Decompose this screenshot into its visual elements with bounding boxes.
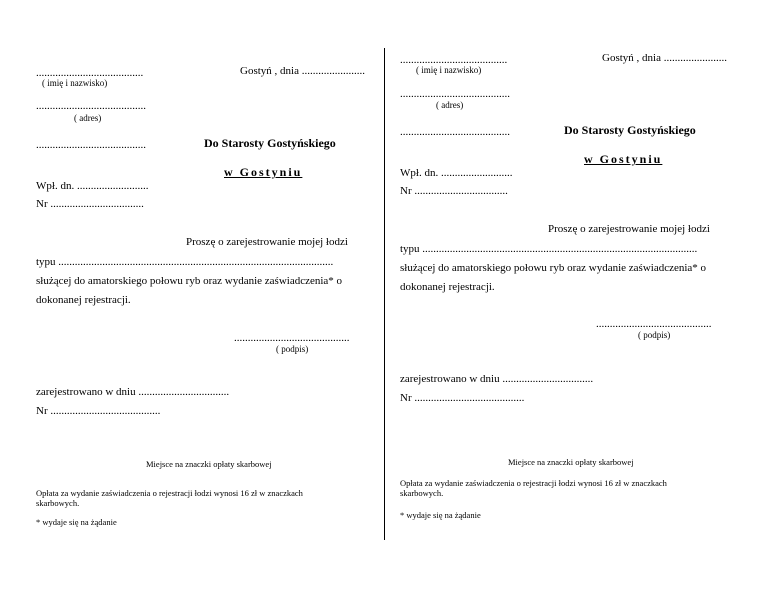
date-field[interactable]: Gostyń , dnia ....................... xyxy=(240,65,365,77)
registered-number-field[interactable]: Nr ........................................ xyxy=(36,405,161,417)
addressee-line[interactable]: ........................................ xyxy=(36,139,146,151)
purpose-text: służącej do amatorskiego połowu ryb oraz wydanie zaświadczenia* o xyxy=(36,275,343,287)
footnote: * wydaje się na żądanie xyxy=(36,517,117,527)
registration-text: dokonanej rejestracji. xyxy=(36,294,131,306)
addressee-line[interactable]: ........................................ xyxy=(400,126,510,138)
name-line[interactable]: ....................................... xyxy=(400,54,508,66)
fee-note: Opłata za wydanie zaświadczenia o rejestracji łodzi wynosi 16 zł w znaczkach skarbowych. xyxy=(400,478,667,499)
date-field[interactable]: Gostyń , dnia ....................... xyxy=(602,52,727,64)
name-line[interactable]: ....................................... xyxy=(36,67,144,79)
signature-line[interactable]: .......................................... xyxy=(234,332,350,344)
name-caption: ( imię i nazwisko) xyxy=(416,65,482,75)
number-field[interactable]: Nr .................................. xyxy=(36,198,144,210)
fee-note: Opłata za wydanie zaświadczenia o rejestracji łodzi wynosi 16 zł w znaczkach skarbowych. xyxy=(36,488,303,509)
received-date-field[interactable]: Wpł. dn. .......................... xyxy=(400,167,513,179)
address-line[interactable]: ........................................ xyxy=(400,88,510,100)
address-line[interactable]: ........................................ xyxy=(36,100,146,112)
boat-type-field[interactable]: typu .................................................................................................... xyxy=(36,256,334,268)
number-field[interactable]: Nr .................................. xyxy=(400,185,508,197)
boat-type-field[interactable]: typu .................................................................................................... xyxy=(400,243,698,255)
registered-date-field[interactable]: zarejestrowano w dniu ................................. xyxy=(36,386,230,398)
addressee-place: w Gostyniu xyxy=(224,165,303,179)
stamp-place: Miejsce na znaczki opłaty skarbowej xyxy=(508,457,634,467)
signature-line[interactable]: .......................................... xyxy=(596,318,712,330)
addressee-title: Do Starosty Gostyńskiego xyxy=(564,123,696,137)
footnote: * wydaje się na żądanie xyxy=(400,510,481,520)
name-caption: ( imię i nazwisko) xyxy=(42,78,108,88)
registered-date-field[interactable]: zarejestrowano w dniu ................................. xyxy=(400,373,594,385)
stamp-place: Miejsce na znaczki opłaty skarbowej xyxy=(146,459,272,469)
addressee-place: w Gostyniu xyxy=(584,152,663,166)
form-right xyxy=(384,0,768,593)
request-text: Proszę o zarejestrowanie mojej łodzi xyxy=(548,223,710,235)
received-date-field[interactable]: Wpł. dn. .......................... xyxy=(36,180,149,192)
address-caption: ( adres) xyxy=(74,113,102,123)
registered-number-field[interactable]: Nr ........................................ xyxy=(400,392,525,404)
addressee-title: Do Starosty Gostyńskiego xyxy=(204,136,336,150)
signature-caption: ( podpis) xyxy=(638,330,671,340)
registration-text: dokonanej rejestracji. xyxy=(400,281,495,293)
signature-caption: ( podpis) xyxy=(276,344,309,354)
request-text: Proszę o zarejestrowanie mojej łodzi xyxy=(186,236,348,248)
address-caption: ( adres) xyxy=(436,100,464,110)
purpose-text: służącej do amatorskiego połowu ryb oraz wydanie zaświadczenia* o xyxy=(400,262,707,274)
